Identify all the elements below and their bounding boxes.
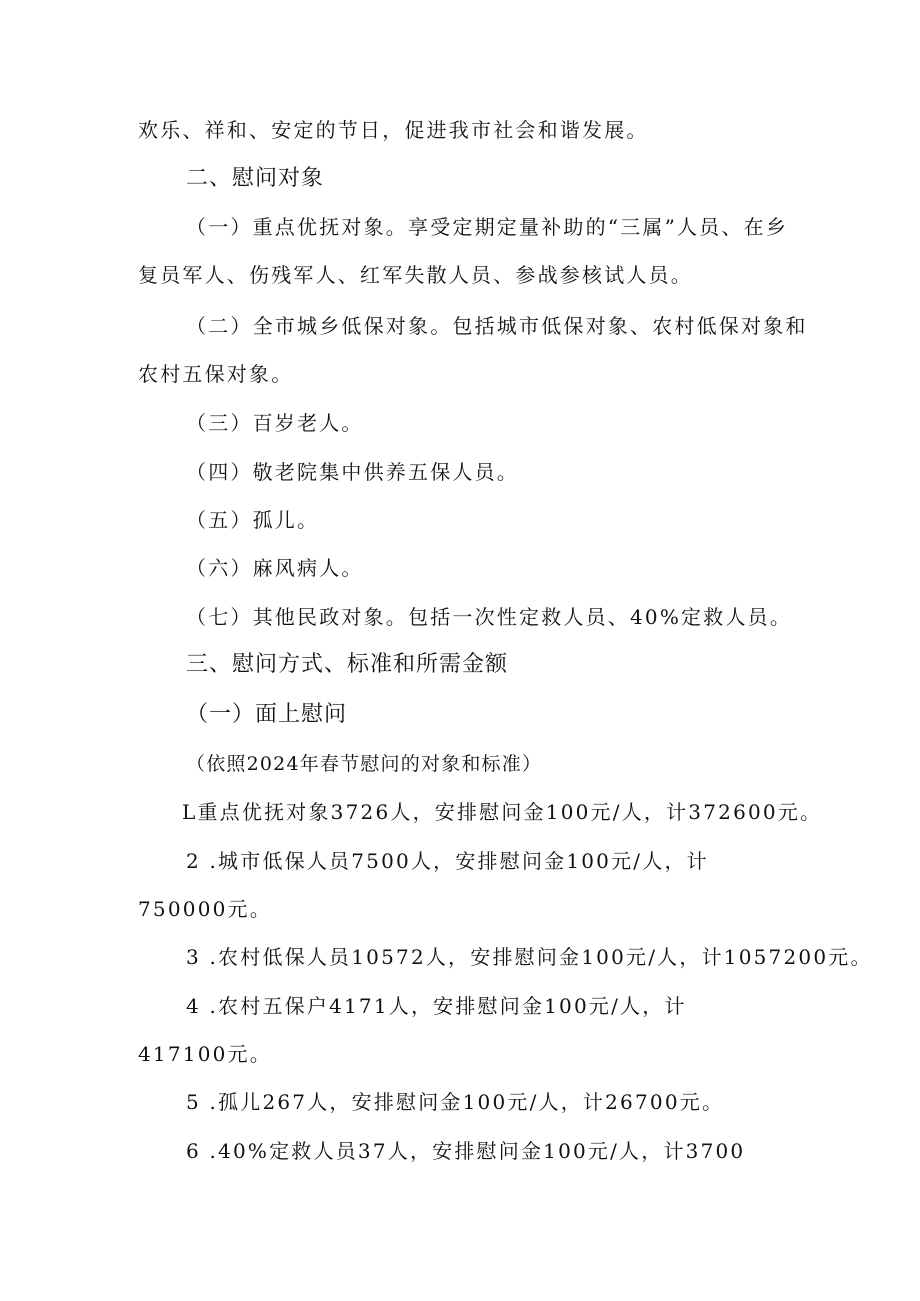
list-item: （七）其他民政对象。包括一次性定救人员、40%定救人员。 [186, 605, 793, 629]
list-item: （六）麻风病人。 [186, 556, 364, 580]
list-item: 3 .农村低保人员10572人，安排慰问金100元/人，计1057200元。 [186, 945, 873, 969]
paragraph-line: 417100元。 [138, 1042, 272, 1066]
paragraph-line: （二）全市城乡低保对象。包括城市低保对象、农村低保对象和 [186, 314, 808, 338]
list-item: （三）百岁老人。 [186, 411, 364, 435]
subsection-heading: （一）面上慰问 [186, 702, 348, 727]
paragraph-line: 复员军人、伤残军人、红军失散人员、参战参核试人员。 [138, 263, 693, 287]
paragraph-line: 750000元。 [138, 897, 272, 921]
paragraph-line: （一）重点优抚对象。享受定期定量补助的“三属”人员、在乡 [186, 215, 789, 239]
paragraph-line: 欢乐、祥和、安定的节日，促进我市社会和谐发展。 [138, 118, 649, 142]
list-item: （五）孤儿。 [186, 508, 320, 532]
section-heading: 二、慰问对象 [186, 166, 325, 191]
list-item: L重点优抚对象3726人，安排慰问金100元/人，计372600元。 [182, 800, 823, 824]
list-item: 6 .40%定救人员37人，安排慰问金100元/人，计3700 [186, 1139, 746, 1163]
list-item: 4 .农村五保户4171人，安排慰问金100元/人，计 [186, 994, 687, 1018]
section-heading: 三、慰问方式、标准和所需金额 [186, 652, 509, 677]
list-item: 2 .城市低保人员7500人，安排慰问金100元/人，计 [186, 849, 709, 873]
list-item: （四）敬老院集中供养五保人员。 [186, 460, 519, 484]
list-item: 5 .孤儿267人，安排慰问金100元/人，计26700元。 [186, 1090, 725, 1114]
paragraph-line: 农村五保对象。 [138, 362, 294, 386]
note-line: （依照2024年春节慰问的对象和标准） [186, 753, 543, 775]
